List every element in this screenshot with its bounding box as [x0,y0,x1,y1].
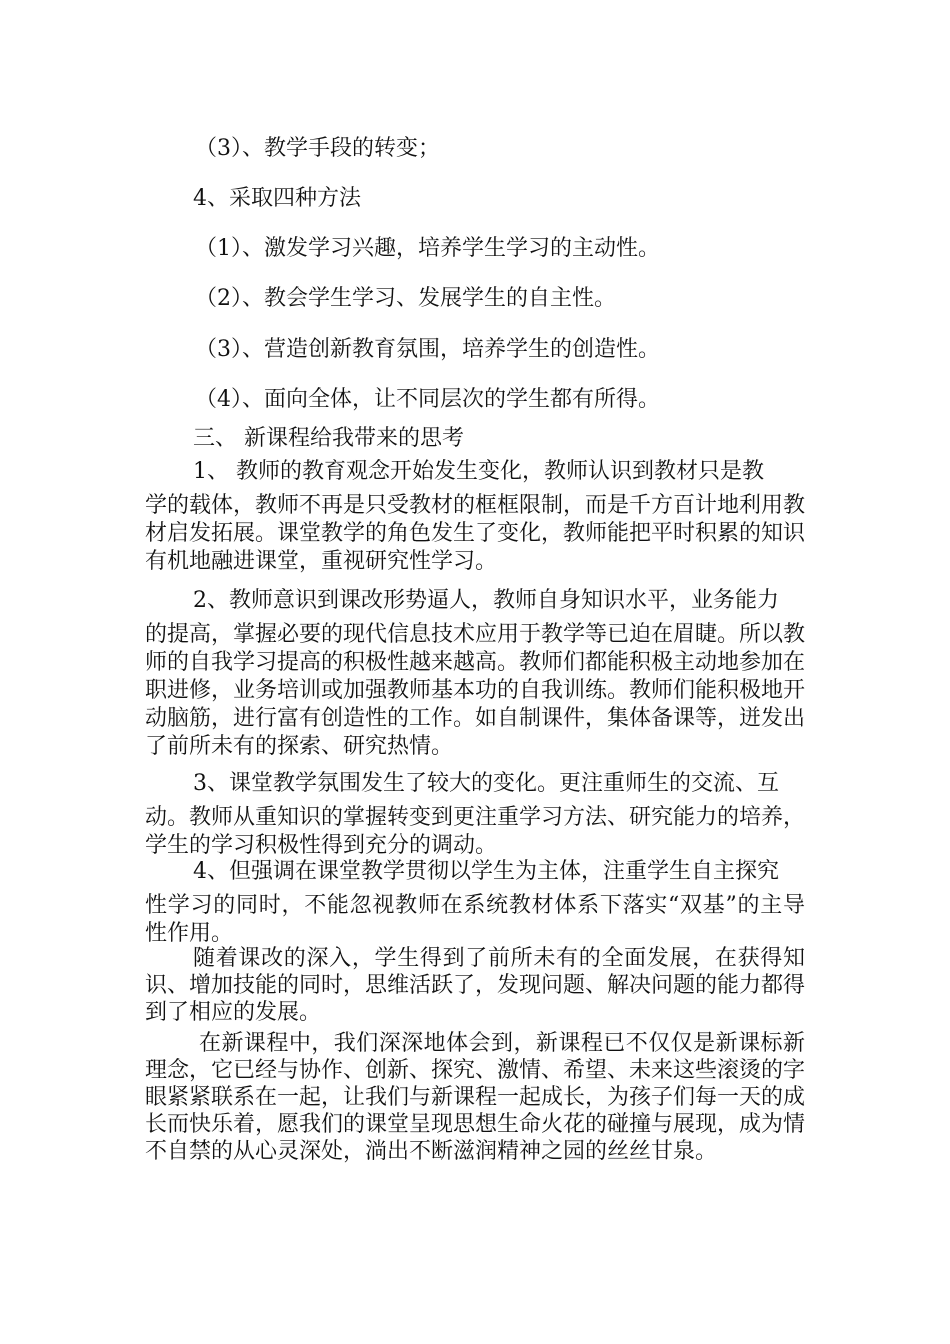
paragraph-body: 性学习的同时，不能忽视教师在系统教材体系下落实“双基”的主导性作用。 [145,893,805,946]
heading-four-methods: 4、采取四种方法 [193,186,361,211]
paragraph-body: 动。教师从重知识的掌握转变到更注重学习方法、研究能力的培养，学生的学习积极性得到充分的调动。 [145,805,806,858]
paragraph-first-line: 2、教师意识到课改形势逼人，教师自身知识水平，业务能力 [193,588,779,613]
paragraph-first-line: 4、但强调在课堂教学贯彻以学生为主体，注重学生自主探究 [193,859,779,884]
paragraph-first-line: 3、课堂教学氛围发生了较大的变化。更注重师生的交流、互 [193,771,779,796]
paragraph-body: 学的载体，教师不再是只受教材的框框限制，而是千方百计地利用教材启发拓展。课堂教学的角色发生了变化，教师能把平时积累的知识有机地融进课堂，重视研究性学习。 [145,493,806,574]
list-item-method-1: （1）、激发学习兴趣，培养学生学习的主动性。 [195,236,660,261]
paragraph-reflection-1 [145,458,805,576]
list-item-method-3: （3）、营造创新教育氛围，培养学生的创造性。 [195,337,660,362]
paragraph-conclusion: 在新课程中，我们深深地体会到，新课程已不仅仅是新课标新理念，它已经与协作、创新、探究、激情、希望、未来这些滚烫的字眼紧紧联系在一起，让我们与新课程一起成长，为孩子们每一天的成长而快乐着，愿我们的课堂呈现思想生命火花的碰撞与展现，成为情不自禁的从心灵深处，淌出不断滋润精神之园的丝丝甘泉。 [145,1031,806,1164]
paragraph-body: 的提高，掌握必要的现代信息技术应用于教学等已迫在眉睫。所以教师的自我学习提高的积极性越来越高。教师们都能积极主动地参加在职进修，业务培训或加强教师基本功的自我训练。教师们能积极地开动脑筋，进行富有创造性的工作。如自制课件，集体备课等，迸发出了前所未有的探索、研究热情。 [145,622,806,759]
list-item-teaching-means: （3）、教学手段的转变； [195,136,440,161]
list-item-method-2: （2）、教会学生学习、发展学生的自主性。 [195,286,616,311]
paragraph-first-line: 1、 教师的教育观念开始发生变化，教师认识到教材只是教 [193,459,764,484]
paragraph-reform-progress: 随着课改的深入，学生得到了前所未有的全面发展，在获得知识、增加技能的同时，思维活跃了，发现问题、解决问题的能力都得到了相应的发展。 [145,946,806,1025]
paragraph-reflection-2 [145,587,805,761]
paragraph-reflection-4 [145,858,805,948]
list-item-method-4: （4）、面向全体，让不同层次的学生都有所得。 [195,387,660,412]
section-heading-reflections: 三、 新课程给我带来的思考 [193,426,464,451]
paragraph-reflection-3 [145,770,805,860]
